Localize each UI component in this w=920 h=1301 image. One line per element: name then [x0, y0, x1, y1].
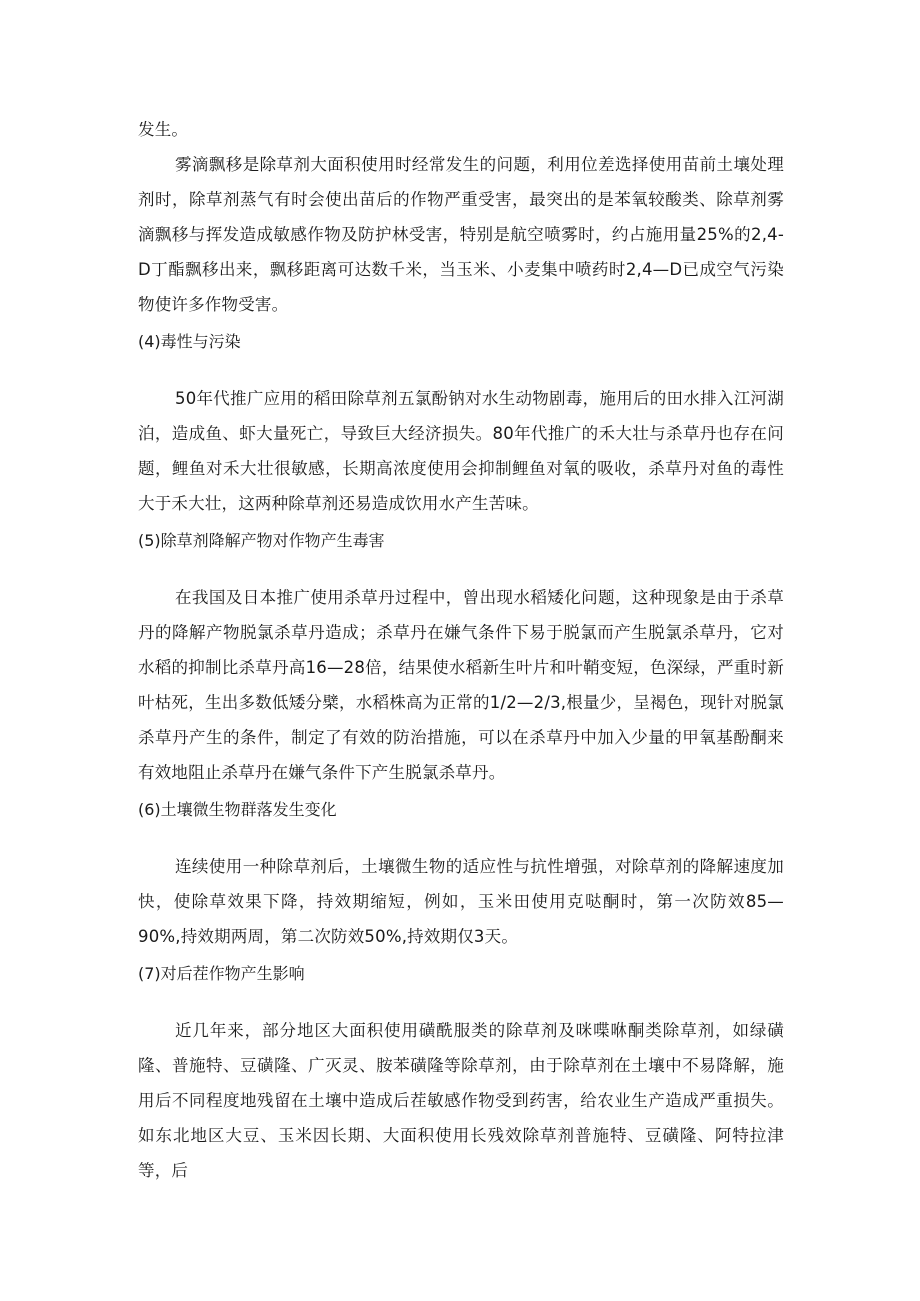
paragraph-microbes: 连续使用一种除草剂后，土壤微生物的适应性与抗性增强，对除草剂的降解速度加快，使除草效果下降，持效期缩短，例如，玉米田使用克哒酮时，第一次防效85—90%,持效期两周，第二次防效50%,持效期仅3天。: [138, 857, 784, 946]
section-heading-6: (6)土壤微生物群落发生变化: [138, 800, 337, 819]
section-heading-7: (7)对后茬作物产生影响: [138, 964, 305, 983]
paragraph-rotation-crops: 近几年来，部分地区大面积使用磺酰服类的除草剂及咪喋咻酮类除草剂，如绿磺隆、普施特、豆磺隆、广灭灵、胺苯磺隆等除草剂，由于除草剂在土壤中不易降解，施用后不同程度地残留在土壤中造成后茬敏感作物受到药害，给农业生产造成严重损失。如东北地区大豆、玉米因长期、大面积使用长残效除草剂普施特、豆磺隆、阿特拉津等，后: [138, 1021, 784, 1180]
paragraph-continuation: 发生。: [138, 120, 189, 139]
paragraph-toxicity: 50年代推广应用的稻田除草剂五氯酚钠对水生动物剧毒，施用后的田水排入江河湖泊，造成鱼、虾大量死亡，导致巨大经济损失。80年代推广的禾大壮与杀草丹也存在问题，鲤鱼对禾大壮很敏感，长期高浓度使用会抑制鲤鱼对氧的吸收，杀草丹对鱼的毒性大于禾大壮，这两种除草剂还易造成饮用水产生苦味。: [138, 389, 784, 513]
section-heading-5: (5)除草剂降解产物对作物产生毒害: [138, 531, 385, 550]
paragraph-drift: 雾滴飘移是除草剂大面积使用时经常发生的问题，利用位差选择使用苗前土壤处理剂时，除草剂蒸气有时会使出苗后的作物严重受害，最突出的是苯氧较酸类、除草剂雾滴飘移与挥发造成敏感作物及防护林受害，特别是航空喷雾时，约占施用量25%的2,4-D丁酯飘移出来，飘移距离可达数千米，当玉米、小麦集中喷药时2,4—D已成空气污染物使许多作物受害。: [138, 155, 784, 314]
paragraph-degradation: 在我国及日本推广使用杀草丹过程中，曾出现水稻矮化问题，这种现象是由于杀草丹的降解产物脱氯杀草丹造成；杀草丹在嫌气条件下易于脱氯而产生脱氯杀草丹，它对水稻的抑制比杀草丹高16—28倍，结果使水稻新生叶片和叶鞘变短，色深绿，严重时新叶枯死，生出多数低矮分檗，水稻株高为正常的1/2—2/3,根量少，呈褐色，现针对脱氯杀草丹产生的条件，制定了有效的防治措施，可以在杀草丹中加入少量的甲氧基酚酮来有效地阻止杀草丹在嫌气条件下产生脱氯杀草丹。: [138, 588, 784, 782]
document-page: [138, 112, 784, 1188]
section-heading-4: (4)毒性与污染: [138, 332, 241, 351]
